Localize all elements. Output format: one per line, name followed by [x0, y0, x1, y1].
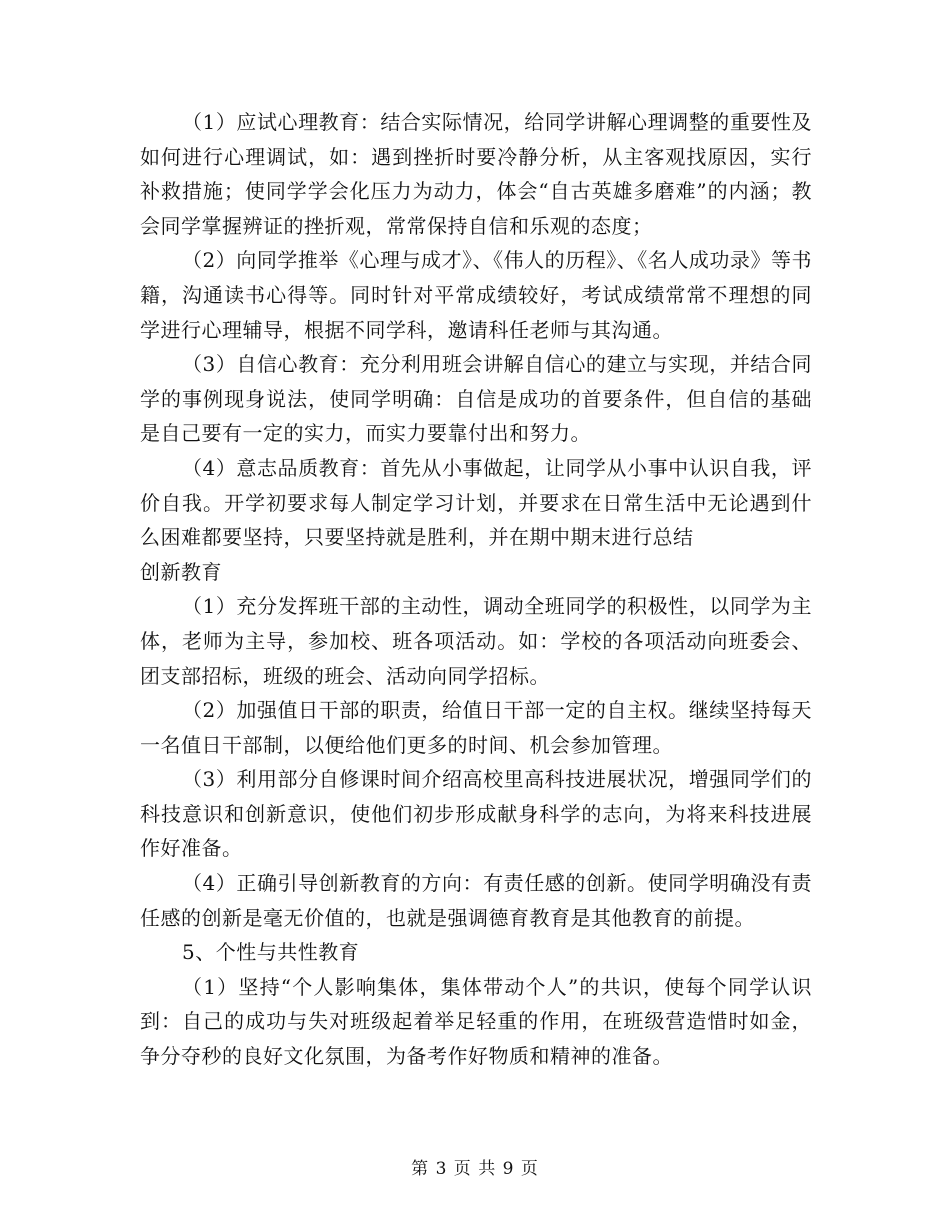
section-heading-innovation: 创新教育 — [140, 559, 222, 584]
paragraph-technology-progress: （3）利用部分自修课时间介绍高校里高科技进展状况，增强同学们的科技意识和创新意识，使他们初步形成献身科学的志向，为将来科技进展作好准备。 — [140, 767, 812, 861]
page-number-footer: 第 3 页 共 9 页 — [411, 1159, 539, 1179]
paragraph-book-recommendation: （2）向同学推举《心理与成才》、《伟人的历程》、《名人成功录》等书籍，沟通读书心得等。同时针对平常成绩较好，考试成绩常常不理想的同学进行心理辅导，根据不同学科，邀请科任老师与其沟通。 — [140, 248, 812, 342]
section-heading-individuality: 5、个性与共性教育 — [182, 940, 360, 965]
paragraph-responsible-innovation: （4）正确引导创新教育的方向：有责任感的创新。使同学明确没有责任感的创新是毫无价值的，也就是强调德育教育是其他教育的前提。 — [140, 871, 812, 930]
paragraph-collective-consensus: （1）坚持“个人影响集体，集体带动个人”的共识，使每个同学认识到：自己的成功与失对班级起着举足轻重的作用，在班级营造惜时如金，争分夺秒的良好文化氛围，为备考作好物质和精神的准备。 — [140, 974, 812, 1069]
paragraph-confidence-education: （3）自信心教育：充分利用班会讲解自信心的建立与实现，并结合同学的事例现身说法，使同学明确：自信是成功的首要条件，但自信的基础是自己要有一定的实力，而实力要靠付出和努力。 — [140, 352, 812, 446]
paragraph-willpower-education: （4）意志品质教育：首先从小事做起，让同学从小事中认识自我，评价自我。开学初要求每人制定学习计划，并要求在日常生活中无论遇到什么困难都要坚持，只要坚持就是胜利，并在期中期末进行总结 — [140, 455, 812, 550]
paragraph-exam-psychology: （1）应试心理教育：结合实际情况，给同学讲解心理调整的重要性及如何进行心理调试，如：遇到挫折时要冷静分析，从主客观找原因，实行补救措施；使同学学会化压力为动力，体会“自古英雄多磨难”的内涵；教会同学掌握辨证的挫折观，常常保持自信和乐观的态度； — [140, 110, 812, 238]
paragraph-class-cadres: （1）充分发挥班干部的主动性，调动全班同学的积极性，以同学为主体，老师为主导，参加校、班各项活动。如：学校的各项活动向班委会、团支部招标，班级的班会、活动向同学招标。 — [140, 594, 812, 688]
paragraph-duty-cadres: （2）加强值日干部的职责，给值日干部一定的自主权。继续坚持每天一名值日干部制，以便给他们更多的时间、机会参加管理。 — [140, 698, 812, 757]
document-body — [140, 105, 812, 1074]
